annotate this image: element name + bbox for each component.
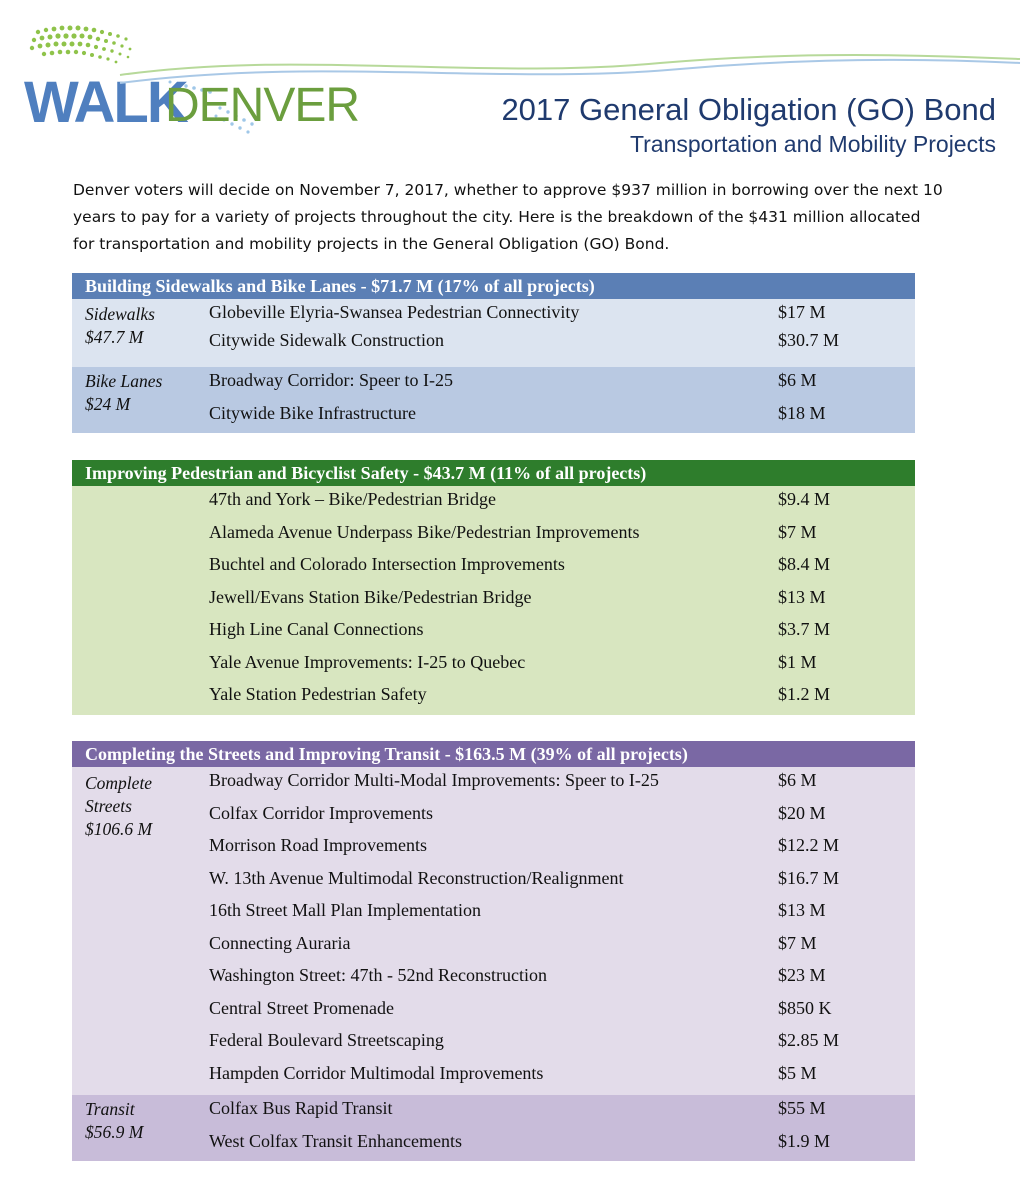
project-amount: $12.2 M [778,835,840,855]
project-name: West Colfax Transit Enhancements [209,1130,463,1151]
project-name: Broadway Corridor Multi-Modal Improvements: Speer to I-25 [209,770,659,790]
project-name: Broadway Corridor: Speer to I-25 [209,370,453,390]
project-amount: $6 M [778,370,817,390]
project-row [72,327,915,355]
logo-denver-text: DENVER [165,79,360,132]
project-row [72,995,915,1028]
group-complete-streets [72,767,915,1095]
project-row [72,897,915,930]
project-row [72,800,915,833]
group-label-amount: $24 M [85,394,131,414]
project-row [72,367,915,400]
project-amount: $8.4 M [778,554,831,574]
group-label-line: Streets [85,796,132,816]
project-amount: $30.7 M [778,330,840,350]
intro-line: years to pay for a variety of projects throughout the city. Here is the breakdown of the $431 million allocated [73,208,921,226]
section-header: Completing the Streets and Improving Transit - $163.5 M (39% of all projects) [72,741,915,767]
page-subtitle: Transportation and Mobility Projects [629,131,996,157]
project-row [72,681,915,714]
project-amount: $6 M [778,770,817,790]
project-name: 47th and York – Bike/Pedestrian Bridge [209,489,496,509]
group-bike-lanes [72,367,915,433]
project-row [72,832,915,865]
project-name: Citywide Bike Infrastructure [209,402,416,423]
project-name: Alameda Avenue Underpass Bike/Pedestrian Improvements [209,521,640,542]
intro-paragraph [73,177,973,258]
project-name: Yale Station Pedestrian Safety [209,684,427,704]
project-name: Citywide Sidewalk Construction [209,330,444,350]
group-label-line: Sidewalks [85,304,155,324]
group-label-amount: $56.9 M [85,1122,144,1142]
project-row [72,299,915,327]
project-name: Connecting Auraria [209,932,351,953]
group-transit [72,1095,915,1161]
project-row [72,400,915,433]
project-amount: $850 K [778,997,832,1018]
project-amount: $55 M [778,1098,826,1118]
project-amount: $1 M [778,651,817,672]
project-row [72,1060,915,1093]
group-sidewalks [72,299,915,367]
section-header: Improving Pedestrian and Bicyclist Safety - $43.7 M (11% of all projects) [72,460,915,486]
project-amount: $3.7 M [778,619,831,639]
logo-walk-text: WALK [24,70,187,135]
project-row [72,519,915,552]
project-row [72,584,915,617]
project-name: Federal Boulevard Streetscaping [209,1030,444,1050]
project-amount: $7 M [778,521,817,542]
project-name: Hampden Corridor Multimodal Improvements [209,1062,544,1083]
section-complete-streets-transit [72,741,915,1161]
project-name: Jewell/Evans Station Bike/Pedestrian Bridge [209,586,532,607]
project-name: Central Street Promenade [209,997,394,1018]
intro-line: Denver voters will decide on November 7, 2017, whether to approve $937 million in borrowing over the next 10 [73,181,943,199]
project-row [72,767,915,800]
project-row [72,1128,915,1161]
group-label-line: Bike Lanes [85,371,163,391]
project-row [72,551,915,584]
project-amount: $7 M [778,932,817,953]
project-amount: $18 M [778,402,826,423]
intro-line: for transportation and mobility projects in the General Obligation (GO) Bond. [73,235,670,253]
group-label-line: Transit [85,1099,135,1119]
project-name: Morrison Road Improvements [209,835,427,855]
group-label-amount: $106.6 M [85,819,153,839]
section-pedestrian-bicyclist-safety [72,460,915,715]
project-name: High Line Canal Connections [209,619,424,639]
group-label-amount: $47.7 M [85,327,144,347]
project-name: 16th Street Mall Plan Implementation [209,900,481,920]
project-name: Globeville Elyria-Swansea Pedestrian Connectivity [209,302,580,322]
project-amount: $1.9 M [778,1130,831,1151]
project-row [72,486,915,519]
page-title: 2017 General Obligation (GO) Bond [501,92,996,127]
project-name: Yale Avenue Improvements: I-25 to Quebec [209,651,526,672]
project-row [72,962,915,995]
project-amount: $13 M [778,586,826,607]
section-header: Building Sidewalks and Bike Lanes - $71.7 M (17% of all projects) [72,273,915,299]
group-safety [72,486,915,715]
project-name: W. 13th Avenue Multimodal Reconstruction/Realignment [209,867,624,888]
project-amount: $16.7 M [778,867,840,888]
project-amount: $13 M [778,900,826,920]
project-name: Washington Street: 47th - 52nd Reconstruction [209,965,548,985]
project-row [72,930,915,963]
project-amount: $9.4 M [778,489,831,509]
project-name: Colfax Bus Rapid Transit [209,1098,393,1118]
project-amount: $2.85 M [778,1030,840,1050]
group-label-line: Complete [85,773,153,793]
project-name: Colfax Corridor Improvements [209,802,433,823]
project-row [72,649,915,682]
project-row [72,616,915,649]
project-row [72,1027,915,1060]
section-sidewalks-bike-lanes [72,273,915,433]
project-amount: $23 M [778,965,826,985]
project-amount: $17 M [778,302,826,322]
project-amount: $5 M [778,1062,817,1083]
project-name: Buchtel and Colorado Intersection Improvements [209,554,565,574]
project-row [72,865,915,898]
project-row [72,1095,915,1128]
project-amount: $1.2 M [778,684,831,704]
project-amount: $20 M [778,802,826,823]
